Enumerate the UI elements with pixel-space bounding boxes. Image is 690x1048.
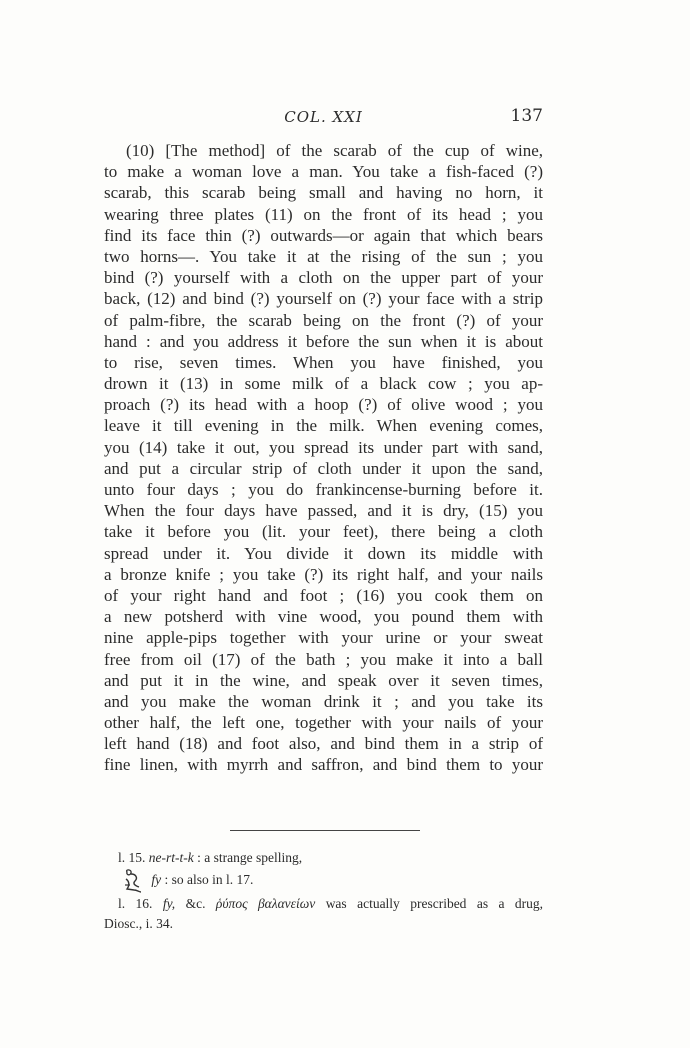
text-line: free from oil (17) of the bath ; you make it into a ball: [104, 649, 543, 669]
text-line: nine apple-pips together with your urine or your sweat: [104, 628, 543, 648]
text-line: fine linen, with myrrh and saffron, and bind them to your: [104, 755, 543, 775]
text-line: hand : and you address it before the sun when it is about: [104, 331, 543, 351]
text-line: drown it (13) in some milk of a black cow ; you ap-: [104, 374, 543, 394]
footnote-2: [104, 868, 543, 894]
text-line: scarab, this scarab being small and having no horn, it: [104, 183, 543, 203]
footnote-ref: l. 16.: [118, 896, 153, 911]
text-line: you (14) take it out, you spread its under part with sand,: [104, 437, 543, 457]
text-line: and you make the woman drink it ; and you take its: [104, 691, 543, 711]
footnote-text: was actually prescribed as a drug,: [325, 896, 543, 911]
footnote-ref: l. 15.: [118, 850, 146, 865]
running-head: [104, 106, 543, 130]
footnotes: [104, 848, 543, 934]
hieroglyph-icon: [122, 868, 144, 894]
text-line: to rise, seven times. When you have finished, you: [104, 352, 543, 372]
text-line: take it before you (lit. your feet), there being a cloth: [104, 522, 543, 542]
footnote-text: &c.: [185, 896, 206, 911]
footnote-greek: ῥύπος βαλανείων: [215, 896, 316, 911]
text-line: (10) [The method] of the scarab of the cup of wine,: [126, 141, 543, 160]
footnote-1: [104, 848, 543, 868]
footnote-word: ne-rt-t-k: [148, 850, 194, 865]
footnote-4: Diosc., i. 34.: [104, 916, 173, 931]
text-line: leave it till evening in the milk. When evening comes,: [104, 416, 543, 436]
text-line: to make a woman love a man. You take a fish-faced (?): [104, 162, 543, 182]
text-line: find its face thin (?) outwards—or again that which bears: [104, 225, 543, 245]
text-line: of palm-fibre, the scarab being on the front (?) of your: [104, 310, 543, 330]
footnote-text: : a strange spelling,: [197, 850, 303, 865]
text-line: back, (12) and bind (?) yourself on (?) your face with a strip: [104, 289, 543, 309]
text-line: unto four days ; you do frankincense-burning before it.: [104, 480, 543, 499]
text-line: two horns—. You take it at the rising of the sun ; you: [104, 246, 543, 266]
text-line: other half, the left one, together with your nails of your: [104, 713, 543, 733]
footnote-3: [104, 894, 543, 914]
main-text: [104, 140, 543, 776]
page-number: 137: [510, 106, 543, 126]
footnote-word: fy: [151, 872, 162, 888]
footnote-divider: [230, 830, 420, 831]
text-line: and put it in the wine, and speak over it seven times,: [104, 670, 543, 690]
text-line: wearing three plates (11) on the front of its head ; you: [104, 204, 543, 224]
text-line: bind (?) yourself with a cloth on the upper part of your: [104, 268, 543, 288]
text-line: a new potsherd with vine wood, you pound them with: [104, 607, 543, 627]
text-line: proach (?) its head with a hoop (?) of olive wood ; you: [104, 395, 543, 415]
text-line: a bronze knife ; you take (?) its right half, and your nails: [104, 564, 543, 584]
footnote-text: : so also in l. 17.: [164, 872, 254, 888]
column-title: COL. XXI: [284, 108, 363, 126]
text-line: of your right hand and foot ; (16) you cook them on: [104, 585, 543, 605]
footnote-word: fy,: [162, 896, 176, 911]
text-line: left hand (18) and foot also, and bind them in a strip of: [104, 734, 543, 754]
text-line: When the four days have passed, and it is dry, (15) you: [104, 501, 543, 521]
text-line: spread under it. You divide it down its middle with: [104, 543, 543, 563]
text-line: and put a circular strip of cloth under it upon the sand,: [104, 458, 543, 478]
